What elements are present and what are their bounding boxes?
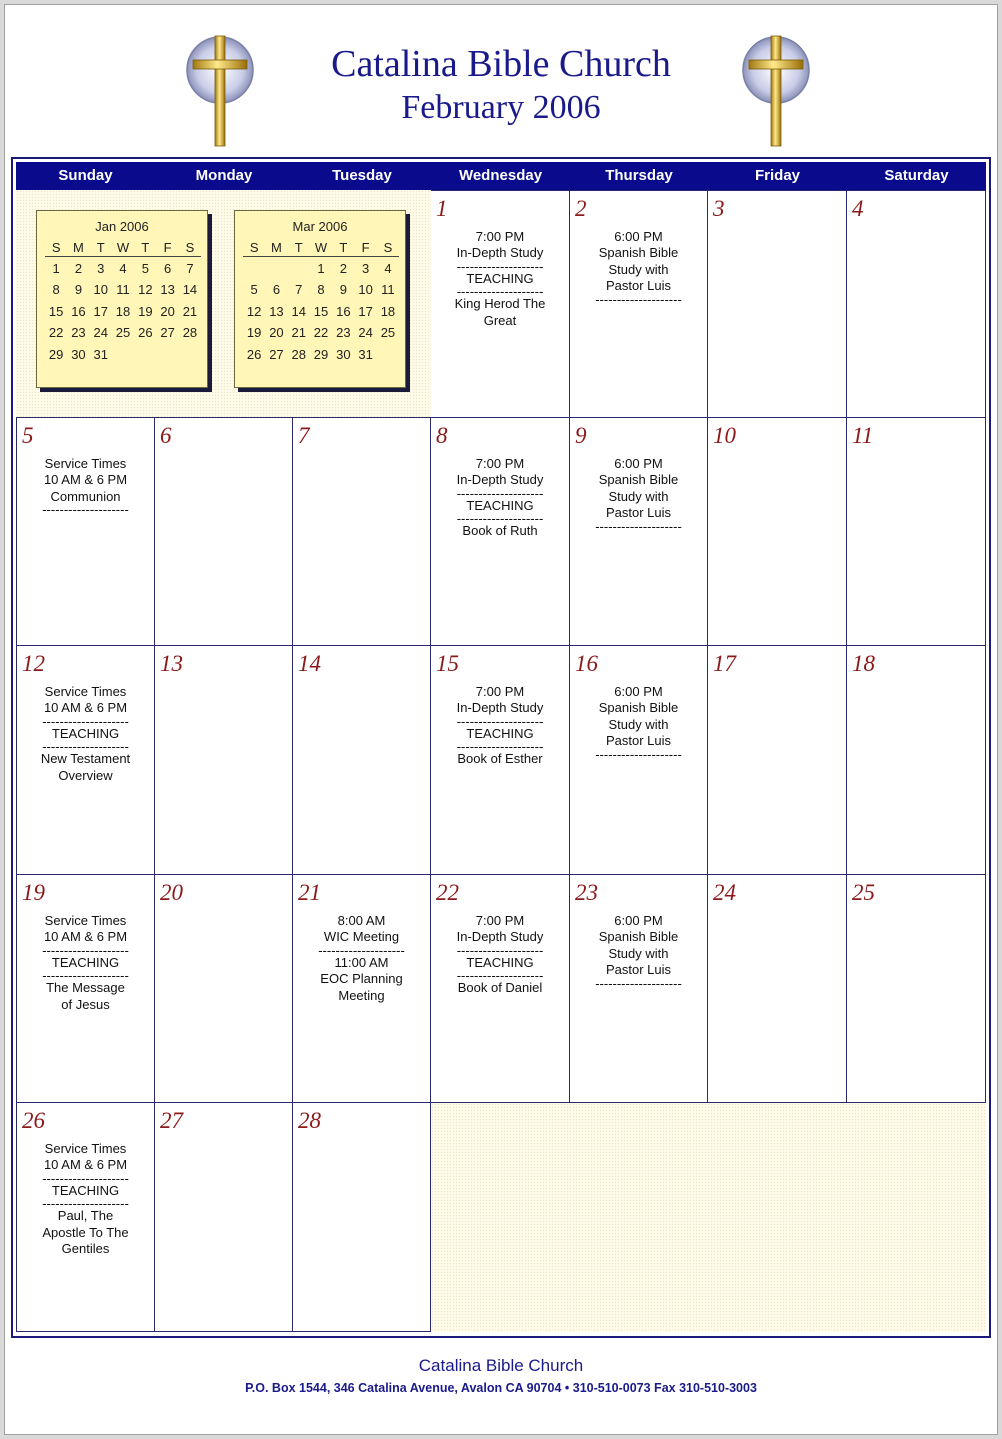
day-events — [570, 913, 707, 988]
weekday-header: Friday — [708, 162, 847, 190]
mini-day: 31 — [93, 346, 108, 362]
event-separator: -------------------- — [42, 1173, 129, 1183]
day-cell — [293, 418, 431, 646]
event-text: Apostle To The — [42, 1224, 129, 1240]
event-text: TEACHING — [51, 954, 120, 970]
mini-calendar-days — [243, 261, 399, 368]
day-cell — [155, 646, 293, 875]
mini-day: 30 — [71, 346, 86, 362]
event-text: Study with — [608, 716, 669, 732]
day-number: 18 — [852, 651, 875, 676]
event-text: King Herod The — [454, 296, 546, 312]
event-text: Service Times — [44, 913, 127, 928]
mini-day: 20 — [160, 303, 175, 319]
mini-day: 9 — [339, 282, 347, 298]
mini-day: 19 — [246, 325, 262, 341]
event-text: Book of Esther — [457, 751, 543, 767]
event-separator: -------------------- — [456, 971, 544, 981]
event-text: Overview — [58, 767, 113, 783]
mini-day: 3 — [362, 261, 370, 276]
day-cell — [708, 646, 847, 875]
mini-day: 29 — [313, 346, 329, 362]
mini-day: 6 — [164, 261, 172, 276]
event-text: In-Depth Study — [456, 472, 544, 488]
calendar-grid — [16, 162, 986, 1332]
event-text: Pastor Luis — [605, 733, 672, 749]
day-number: 17 — [713, 651, 736, 676]
mini-day: 28 — [182, 325, 198, 341]
mini-day: 24 — [358, 325, 373, 341]
mini-dow-letter: T — [141, 240, 150, 255]
mini-day: 21 — [291, 325, 306, 341]
mini-dow-letter: T — [96, 240, 105, 255]
event-separator: -------------------- — [456, 287, 544, 297]
event-text: In-Depth Study — [456, 700, 544, 716]
event-separator: -------------------- — [595, 978, 682, 988]
mini-dow-letter: F — [361, 240, 370, 255]
event-text: EOC Planning — [320, 971, 403, 987]
day-events — [17, 913, 154, 1013]
day-cell — [293, 1103, 431, 1332]
event-text: 10 AM & 6 PM — [43, 1157, 128, 1173]
event-text: Book of Daniel — [457, 980, 543, 996]
event-text: The Message — [46, 980, 125, 996]
mini-calendar-next — [234, 210, 406, 388]
mini-day: 2 — [339, 261, 347, 276]
mini-day: 23 — [71, 325, 86, 341]
weekday-header: Tuesday — [293, 162, 431, 190]
mini-day: 25 — [380, 325, 396, 341]
event-text: TEACHING — [51, 1182, 120, 1198]
day-cell — [431, 190, 570, 418]
day-cell — [708, 875, 847, 1103]
empty-filler — [431, 1103, 986, 1332]
day-number: 9 — [575, 423, 587, 448]
event-text: 11:00 AM — [334, 954, 389, 970]
day-events — [431, 684, 569, 768]
event-separator: -------------------- — [595, 521, 682, 531]
mini-calendar-title: Jan 2006 — [95, 219, 149, 234]
day-cell — [16, 875, 155, 1103]
event-text: Service Times — [44, 684, 127, 699]
event-text: In-Depth Study — [456, 245, 544, 261]
mini-day: 17 — [93, 303, 108, 319]
weekday-header: Saturday — [847, 162, 986, 190]
mini-day: 3 — [97, 261, 105, 276]
event-text: 7:00 PM — [475, 229, 525, 244]
mini-calendar-dow — [243, 240, 399, 257]
day-cell — [293, 875, 431, 1103]
mini-dow-letter: S — [383, 240, 393, 255]
event-text: 7:00 PM — [475, 913, 525, 928]
day-number: 23 — [575, 880, 598, 905]
day-number: 1 — [436, 196, 448, 221]
day-number: 27 — [160, 1108, 183, 1133]
event-separator: -------------------- — [42, 945, 129, 955]
event-separator: -------------------- — [42, 716, 129, 726]
mini-day: 12 — [138, 282, 153, 298]
mini-day: 2 — [74, 261, 83, 276]
day-number: 3 — [713, 196, 725, 221]
day-cell — [847, 646, 986, 875]
day-events — [293, 913, 430, 1004]
day-number: 12 — [22, 651, 45, 676]
mini-calendar-dow — [45, 240, 201, 257]
day-number: 11 — [852, 423, 874, 448]
mini-dow-letter: T — [294, 240, 303, 255]
day-number: 22 — [436, 880, 459, 905]
event-separator: -------------------- — [456, 488, 544, 498]
event-separator: -------------------- — [456, 514, 544, 524]
day-cell — [293, 646, 431, 875]
day-events — [431, 913, 569, 997]
day-number: 13 — [160, 651, 183, 676]
event-text: Great — [483, 312, 517, 328]
mini-day: 26 — [138, 325, 153, 341]
mini-day: 7 — [186, 261, 194, 276]
day-cell — [708, 190, 847, 418]
day-cell — [16, 418, 155, 646]
day-number: 8 — [436, 423, 448, 448]
day-events — [17, 456, 154, 514]
day-events — [570, 229, 707, 304]
event-separator: -------------------- — [456, 716, 544, 726]
event-text: Service Times — [44, 456, 127, 471]
day-cell — [155, 1103, 293, 1332]
month-title: February 2006 — [401, 89, 601, 126]
event-text: Spanish Bible — [598, 245, 679, 261]
mini-calendar-title: Mar 2006 — [292, 219, 348, 234]
page-title: Catalina Bible Church — [331, 43, 671, 85]
event-text: TEACHING — [51, 725, 120, 741]
event-separator: -------------------- — [42, 742, 129, 752]
event-text: 6:00 PM — [614, 456, 663, 471]
mini-day: 21 — [182, 303, 198, 319]
event-separator: -------------------- — [42, 1199, 129, 1209]
day-number: 19 — [22, 880, 45, 905]
mini-day: 13 — [160, 282, 175, 298]
mini-day: 18 — [380, 303, 396, 319]
event-separator: -------------------- — [318, 945, 405, 955]
mini-day: 27 — [160, 325, 175, 341]
event-text: Pastor Luis — [605, 505, 672, 521]
day-number: 4 — [852, 196, 864, 221]
event-text: Pastor Luis — [605, 278, 672, 294]
mini-dow-letter: M — [271, 240, 282, 255]
mini-day: 22 — [48, 325, 64, 341]
mini-day: 15 — [313, 303, 329, 319]
day-cell — [708, 418, 847, 646]
day-number: 5 — [22, 423, 34, 448]
day-number: 6 — [160, 423, 172, 448]
footer-church-name: Catalina Bible Church — [418, 1356, 584, 1375]
mini-day: 18 — [115, 303, 131, 319]
mini-day: 8 — [317, 282, 325, 298]
day-number: 25 — [852, 880, 875, 905]
day-events — [17, 1141, 154, 1257]
day-cell — [155, 875, 293, 1103]
mini-dow-letter: M — [73, 240, 84, 255]
event-separator: -------------------- — [42, 505, 129, 515]
footer-address: P.O. Box 1544, 346 Catalina Avenue, Avalon CA 90704 • 310-510-0073 Fax 310-510-3003 — [245, 1381, 757, 1395]
mini-day: 15 — [48, 303, 64, 319]
mini-day: 17 — [358, 303, 373, 319]
day-cell — [431, 646, 570, 875]
day-cell — [570, 875, 708, 1103]
event-text: 10 AM & 6 PM — [43, 472, 128, 488]
day-cell — [570, 190, 708, 418]
day-cell — [847, 875, 986, 1103]
mini-calendar-box — [234, 210, 406, 388]
event-text: Spanish Bible — [598, 929, 679, 945]
day-cell — [155, 418, 293, 646]
mini-day: 1 — [317, 261, 325, 276]
mini-day: 27 — [269, 346, 284, 362]
event-text: Study with — [608, 488, 669, 504]
event-text: Spanish Bible — [598, 700, 679, 716]
mini-day: 23 — [336, 325, 351, 341]
mini-day: 13 — [269, 303, 284, 319]
mini-dow-letter: W — [314, 240, 328, 255]
event-text: 7:00 PM — [475, 456, 525, 471]
mini-day: 11 — [116, 282, 130, 298]
mini-day: 1 — [52, 261, 60, 276]
event-text: New Testament — [40, 751, 131, 767]
mini-day: 11 — [381, 282, 395, 298]
day-events — [431, 229, 569, 329]
mini-day: 5 — [141, 261, 149, 276]
mini-day: 4 — [384, 261, 392, 276]
day-number: 10 — [713, 423, 736, 448]
day-number: 21 — [298, 880, 321, 905]
day-number: 28 — [298, 1108, 321, 1133]
mini-day: 12 — [246, 303, 262, 319]
day-number: 7 — [298, 423, 310, 448]
day-cell — [16, 1103, 155, 1332]
event-text: Spanish Bible — [598, 472, 679, 488]
event-text: Paul, The — [57, 1208, 114, 1224]
day-number: 20 — [160, 880, 183, 905]
day-events — [570, 684, 707, 759]
mini-day: 30 — [336, 346, 351, 362]
event-separator: -------------------- — [595, 294, 682, 304]
day-number: 16 — [575, 651, 598, 676]
mini-dow-letter: S — [51, 240, 61, 255]
event-text: Communion — [50, 488, 121, 504]
mini-day: 16 — [336, 303, 351, 319]
event-text: Gentiles — [61, 1241, 110, 1257]
mini-calendar-box — [36, 210, 208, 388]
mini-day: 10 — [93, 282, 108, 298]
event-separator: -------------------- — [456, 742, 544, 752]
day-events — [431, 456, 569, 540]
mini-day: 5 — [250, 282, 258, 298]
day-cell — [847, 190, 986, 418]
event-text: Study with — [608, 945, 669, 961]
mini-day: 20 — [269, 325, 284, 341]
event-separator: -------------------- — [456, 261, 544, 271]
mini-day: 14 — [291, 303, 306, 319]
mini-day: 6 — [272, 282, 281, 298]
day-cell — [431, 418, 570, 646]
mini-day: 8 — [52, 282, 60, 298]
mini-day: 10 — [358, 282, 373, 298]
mini-day: 29 — [48, 346, 64, 362]
event-text: TEACHING — [466, 270, 534, 286]
event-text: 6:00 PM — [614, 913, 663, 928]
mini-day: 24 — [93, 325, 108, 341]
day-cell — [570, 646, 708, 875]
mini-dow-letter: F — [163, 240, 172, 255]
event-separator: -------------------- — [595, 749, 682, 759]
event-text: 10 AM & 6 PM — [43, 700, 128, 716]
event-text: Pastor Luis — [605, 962, 672, 978]
event-text: TEACHING — [466, 725, 534, 741]
event-separator: -------------------- — [42, 971, 129, 981]
event-text: of Jesus — [61, 996, 110, 1012]
weekday-header: Sunday — [16, 162, 155, 190]
event-text: 7:00 PM — [475, 684, 525, 699]
mini-dow-letter: S — [249, 240, 259, 255]
mini-day: 16 — [71, 303, 86, 319]
mini-day: 14 — [182, 282, 198, 298]
day-cell — [16, 646, 155, 875]
day-number: 2 — [575, 196, 587, 221]
event-text: In-Depth Study — [456, 929, 544, 945]
mini-dow-letter: W — [116, 240, 130, 255]
weekday-header: Thursday — [570, 162, 708, 190]
day-number: 26 — [22, 1108, 45, 1133]
event-text: 6:00 PM — [614, 229, 663, 244]
day-number: 15 — [436, 651, 459, 676]
mini-day: 4 — [119, 261, 127, 276]
event-text: 8:00 AM — [337, 913, 386, 928]
event-text: 10 AM & 6 PM — [43, 929, 128, 945]
mini-day: 9 — [74, 282, 83, 298]
day-number: 14 — [298, 651, 321, 676]
event-text: TEACHING — [466, 954, 534, 970]
mini-calendar-days — [45, 261, 201, 368]
event-text: Service Times — [44, 1141, 127, 1156]
mini-day: 22 — [313, 325, 329, 341]
mini-dow-letter: T — [339, 240, 348, 255]
event-text: Book of Ruth — [462, 523, 538, 539]
day-events — [570, 456, 707, 531]
day-cell — [431, 875, 570, 1103]
event-separator: -------------------- — [456, 945, 544, 955]
event-text: Study with — [608, 261, 669, 277]
mini-day: 28 — [291, 346, 306, 362]
day-cell — [570, 418, 708, 646]
weekday-header: Wednesday — [431, 162, 570, 190]
event-text: WIC Meeting — [323, 929, 400, 945]
event-text: 6:00 PM — [614, 684, 663, 699]
day-number: 24 — [713, 880, 736, 905]
mini-day: 7 — [295, 282, 303, 298]
weekday-header: Monday — [155, 162, 293, 190]
mini-calendar-prev — [36, 210, 208, 388]
day-cell — [847, 418, 986, 646]
event-text: Meeting — [338, 987, 385, 1003]
event-text: TEACHING — [466, 497, 534, 513]
mini-calendar-area — [16, 190, 431, 418]
day-events — [17, 684, 154, 784]
mini-day: 19 — [138, 303, 153, 319]
mini-dow-letter: S — [185, 240, 195, 255]
mini-day: 31 — [358, 346, 373, 362]
mini-day: 26 — [246, 346, 262, 362]
mini-day: 25 — [115, 325, 131, 341]
